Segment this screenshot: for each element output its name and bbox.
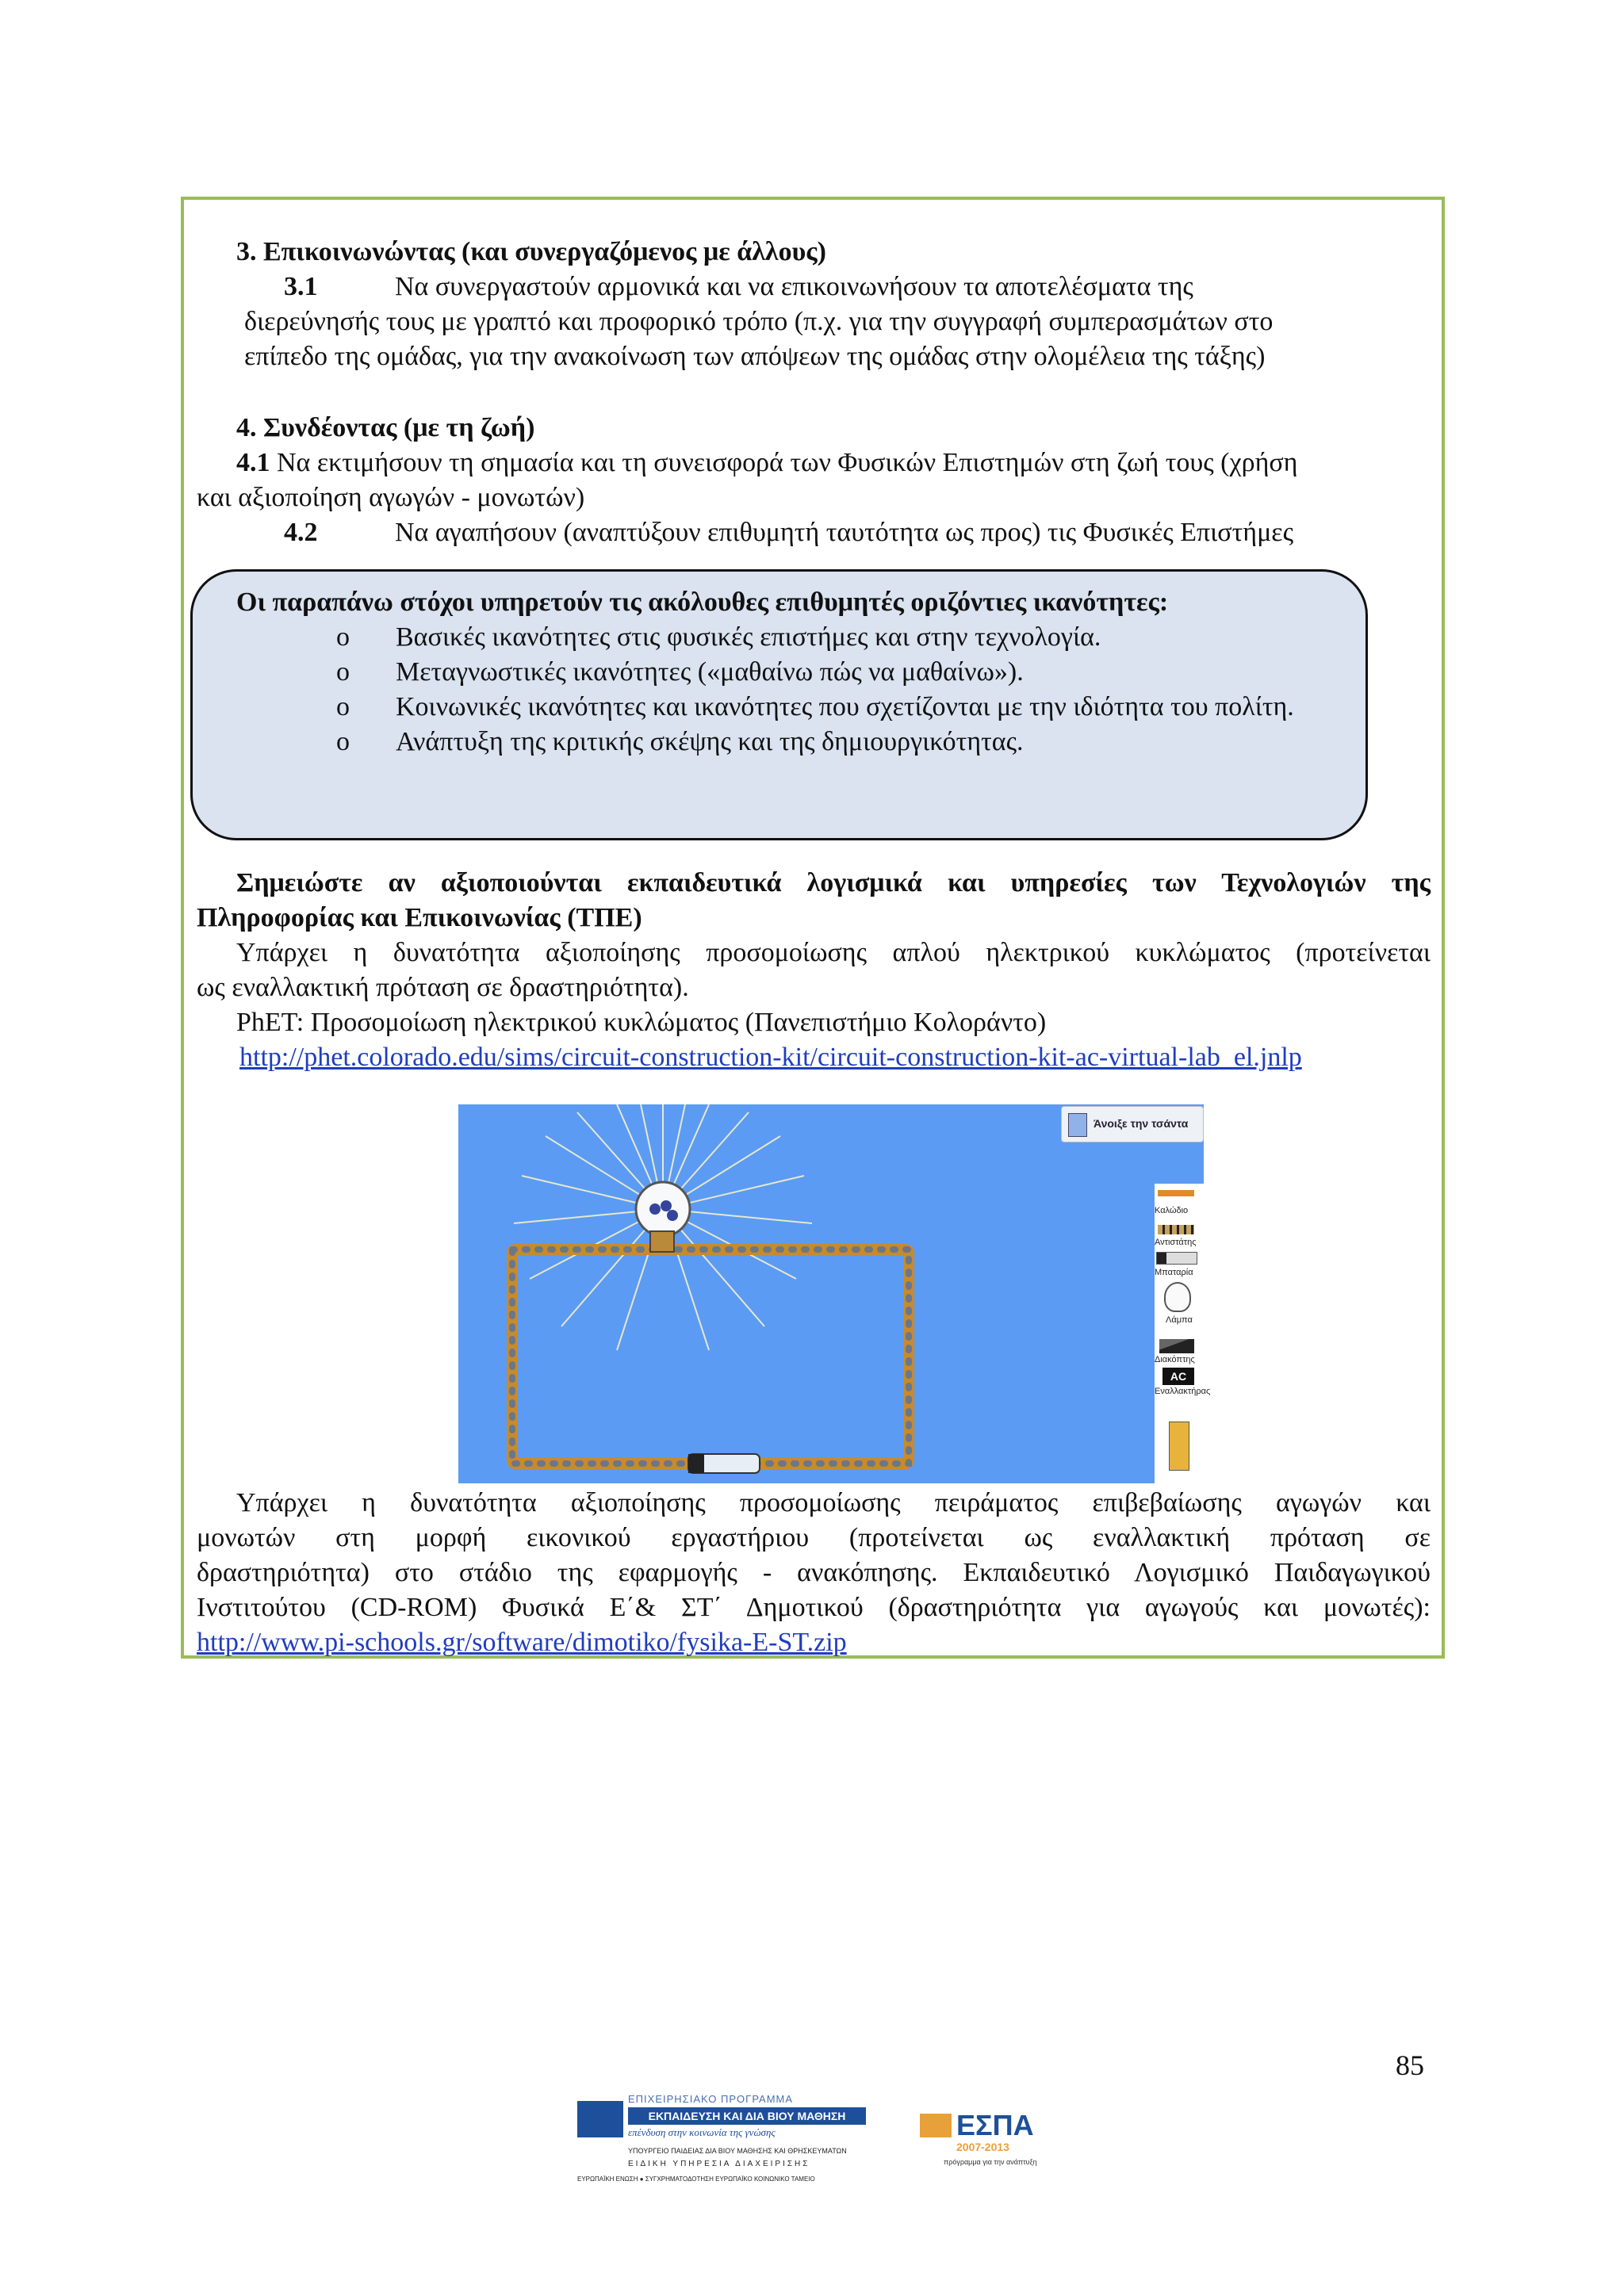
palette-item-ac[interactable] [1155, 1368, 1211, 1396]
circuit-canvas [458, 1104, 1211, 1483]
palette-item-extra[interactable] [1155, 1422, 1204, 1471]
competence-text: Μεταγνωστικές ικανότητες («μαθαίνω πώς να μαθαίνω»). [396, 657, 1024, 687]
bulb-base [650, 1231, 674, 1252]
palette-label: Καλώδιο [1155, 1206, 1189, 1215]
section3-number: 3.1 [284, 272, 318, 301]
ict-paragraph3-line1: Υπάρχει η δυνατότητα αξιοποίησης προσομοίωσης πειράματος επιβεβαίωσης αγωγών και [236, 1488, 1431, 1517]
section3-line1 [284, 270, 1443, 304]
switch-icon [1159, 1339, 1194, 1353]
section3-line1-text: Να συνεργαστούν αρμονικά και να επικοινωνήσουν τα αποτελέσματα της [395, 272, 1193, 301]
section3-heading: 3. Επικοινωνώντας (και συνεργαζόμενος με άλλους) [236, 237, 826, 266]
phet-link[interactable] [239, 1040, 1302, 1075]
palette-label: Εναλλακτήρας [1155, 1387, 1211, 1396]
ac-icon: AC [1162, 1368, 1194, 1385]
section4-heading: 4. Συνδέοντας (με τη ζωή) [236, 413, 535, 442]
logo-text: ΕΙΔΙΚΗ ΥΠΗΡΕΣΙΑ ΔΙΑΧΕΙΡΙΣΗΣ [628, 2160, 810, 2168]
bulb-filament [649, 1203, 661, 1215]
pi-schools-link-anchor[interactable]: http://www.pi-schools.gr/software/dimotiko/fysika-E-ST.zip [197, 1628, 847, 1657]
pi-schools-link[interactable] [197, 1625, 847, 1660]
palette-item-battery[interactable] [1155, 1252, 1204, 1277]
capacitor-icon [1169, 1422, 1189, 1471]
resistor-icon [1158, 1225, 1194, 1234]
section3-line2: διερεύνησής τους με γραπτό και προφορικό τρόπο (π.χ. για την συγγραφή συμπερασμάτων στο [244, 307, 1274, 336]
palette-label: Διακόπτης [1155, 1355, 1195, 1364]
education-programme-logo [577, 2093, 872, 2196]
ict-heading-line1: Σημειώστε αν αξιοποιούνται εκπαιδευτικά λογισμικά και υπηρεσίες των Τεχνολογιών της [236, 868, 1431, 897]
section4-line3 [284, 515, 1293, 550]
logo-text: 2007-2013 [956, 2141, 1009, 2153]
battery-icon [1156, 1252, 1197, 1265]
logo-text: ΕΥΡΩΠΑΪΚΗ ΕΝΩΣΗ ● ΣΥΓΧΡΗΜΑΤΟΔΟΤΗΣΗ ΕΥΡΩΠΑΪΚΟ ΚΟΙΝΩΝΙΚΟ ΤΑΜΕΙΟ [577, 2175, 815, 2183]
espa-logo [920, 2109, 1042, 2177]
ict-paragraph1-line2: ως εναλλακτική πρόταση σε δραστηριότητα). [197, 973, 689, 1002]
wire-icon [1158, 1190, 1194, 1196]
book-icon [577, 2101, 623, 2137]
palette-item-bulb[interactable] [1155, 1282, 1204, 1325]
bullet-marker: o [336, 692, 350, 721]
section4-line2: και αξιοποίηση αγωγών - μονωτών) [197, 483, 585, 512]
palette-label: Αντιστάτης [1155, 1238, 1197, 1247]
ict-paragraph1-line1: Υπάρχει η δυνατότητα αξιοποίησης προσομοίωσης απλού ηλεκτρικού κυκλώματος (προτείνεται [236, 938, 1431, 967]
ict-paragraph3-line2: μονωτών στη μορφή εικονικού εργαστήριου (προτείνεται ως εναλλακτική πρόταση σε [197, 1523, 1431, 1552]
ict-heading-line2: Πληροφορίας και Επικοινωνίας (ΤΠΕ) [197, 903, 642, 932]
section4-line1-text: Να εκτιμήσουν τη σημασία και τη συνεισφορά των Φυσικών Επιστημών στη ζωή τους (χρήση [277, 448, 1298, 477]
section3-line3: επίπεδο της ομάδας, για την ανακοίνωση των απόψεων της ομάδας στην ολομέλεια της τάξης) [244, 342, 1266, 371]
phet-link-anchor[interactable]: http://phet.colorado.edu/sims/circuit-construction-kit/circuit-construction-kit-ac-virtual-lab_el.jnlp [239, 1043, 1302, 1072]
bulb-filament [667, 1210, 678, 1221]
section4-number-2: 4.2 [284, 518, 318, 547]
palette-label: Λάμπα [1166, 1315, 1193, 1325]
bulb-icon [1164, 1282, 1191, 1312]
competences-title: Οι παραπάνω στόχοι υπηρετούν τις ακόλουθες επιθυμητές οριζόντιες ικανότητες: [236, 587, 1169, 617]
bag-icon [1068, 1113, 1087, 1137]
bulb-filament [661, 1200, 672, 1211]
ict-phet-line: PhET: Προσομοίωση ηλεκτρικού κυκλώματος (Πανεπιστήμιο Κολοράντο) [236, 1008, 1047, 1037]
logo-text: ΥΠΟΥΡΓΕΙΟ ΠΑΙΔΕΙΑΣ ΔΙΑ ΒΙΟΥ ΜΑΘΗΣΗΣ ΚΑΙ ΘΡΗΣΚΕΥΜΑΤΩΝ [628, 2147, 847, 2155]
circuit-simulation-screenshot [458, 1104, 1211, 1483]
bullet-marker: o [336, 657, 350, 687]
component-palette [1155, 1184, 1211, 1483]
bullet-marker: o [336, 727, 350, 756]
ict-paragraph3-line4: Ινστιτούτου (CD-ROM) Φυσικά Ε΄& ΣΤ΄ Δημοτικού (δραστηριότητα για αγωγούς και μονωτές): [197, 1593, 1431, 1622]
logo-text: ΕΚΠΑΙΔΕΥΣΗ ΚΑΙ ΔΙΑ ΒΙΟΥ ΜΑΘΗΣΗ [628, 2107, 866, 2125]
open-bag-label: Άνοιξε την τσάντα [1094, 1117, 1189, 1130]
battery-terminal [688, 1454, 704, 1473]
competence-text: Βασικές ικανότητες στις φυσικές επιστήμες και στην τεχνολογία. [396, 622, 1101, 652]
palette-item-switch[interactable] [1155, 1339, 1204, 1364]
open-bag-button[interactable] [1061, 1106, 1204, 1142]
logo-text: ΕΣΠΑ [956, 2109, 1034, 2141]
espa-mark-icon [920, 2114, 952, 2137]
palette-item-wire[interactable] [1155, 1190, 1204, 1215]
section4-number-1: 4.1 [236, 448, 270, 477]
electrons [512, 1249, 909, 1464]
palette-item-resistor[interactable] [1155, 1225, 1204, 1247]
wire-loop [512, 1249, 909, 1464]
logo-text: πρόγραμμα για την ανάπτυξη [944, 2158, 1037, 2166]
palette-label: Μπαταρία [1155, 1268, 1193, 1277]
competence-text: Ανάπτυξη της κριτικής σκέψης και της δημιουργικότητας. [396, 727, 1024, 756]
ict-paragraph3-line3: δραστηριότητα) στο στάδιο της εφαρμογής - ανακόπησης. Εκπαιδευτικό Λογισμικό Παιδαγωγικού [197, 1558, 1431, 1587]
section4-line3-text: Να αγαπήσουν (αναπτύξουν επιθυμητή ταυτότητα ως προς) τις Φυσικές Επιστήμες [395, 518, 1294, 547]
competence-text: Κοινωνικές ικανότητες και ικανότητες που σχετίζονται με την ιδιότητα του πολίτη. [396, 692, 1294, 721]
page-number: 85 [1396, 2049, 1424, 2081]
section4-line1 [236, 446, 1297, 480]
logo-text: επένδυση στην κοινωνία της γνώσης [628, 2126, 776, 2138]
logo-text: ΕΠΙΧΕΙΡΗΣΙΑΚΟ ΠΡΟΓΡΑΜΜΑ [628, 2093, 794, 2105]
bullet-marker: o [336, 622, 350, 652]
